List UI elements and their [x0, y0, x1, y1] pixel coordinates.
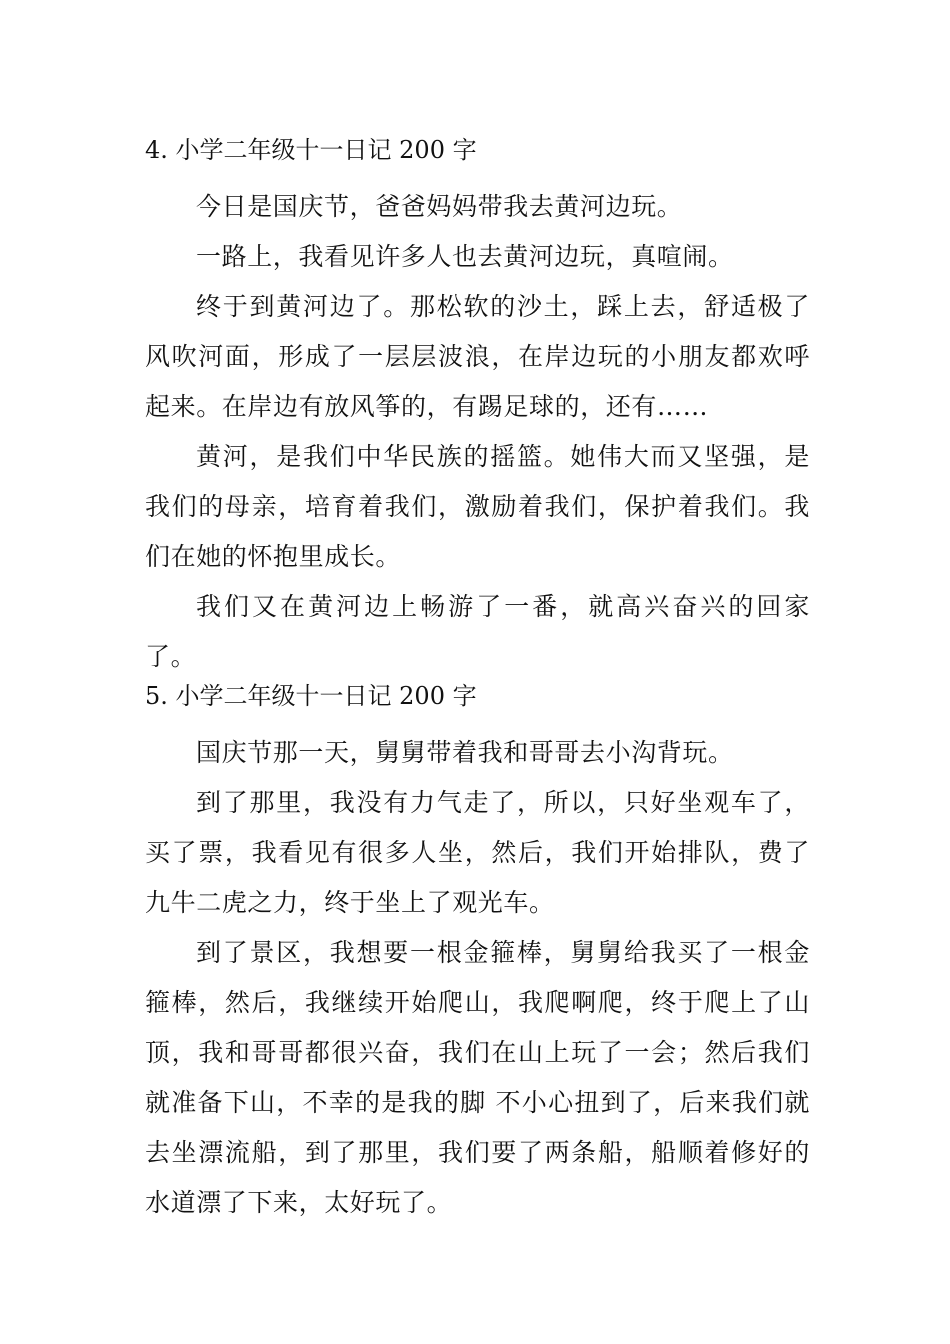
paragraph: 到了景区，我想要一根金箍棒，舅舅给我买了一根金箍棒，然后，我继续开始爬山，我爬啊爬，终于爬上了山顶，我和哥哥都很兴奋，我们在山上玩了一会；然后我们就准备下山，不幸的是我的脚 不小心扭到了，后来我们就去坐漂流船，到了那里，我们要了两条船，船顺着修好的水道漂了下来，太好玩了。	[145, 938, 810, 1217]
paragraph: 我们又在黄河边上畅游了一番，就高兴奋兴的回家了。	[145, 592, 810, 671]
paragraph: 一路上，我看见许多人也去黄河边玩，真喧闹。	[196, 242, 734, 271]
paragraph: 黄河，是我们中华民族的摇篮。她伟大而又坚强，是我们的母亲，培育着我们，激励着我们，保护着我们。我们在她的怀抱里成长。	[145, 442, 810, 571]
paragraph: 国庆节那一天，舅舅带着我和哥哥去小沟背玩。	[196, 738, 734, 767]
paragraph: 终于到黄河边了。那松软的沙土，踩上去，舒适极了风吹河面，形成了一层层波浪，在岸边玩的小朋友都欢呼起来。在岸边有放风筝的，有踢足球的，还有……	[145, 292, 810, 421]
diary-entry-4	[145, 132, 810, 682]
diary-entry-5	[145, 678, 810, 1228]
entry-title: 4. 小学二年级十一日记 200 字	[145, 136, 477, 164]
paragraph: 今日是国庆节，爸爸妈妈带我去黄河边玩。	[196, 192, 683, 221]
paragraph: 到了那里，我没有力气走了，所以，只好坐观车了，买了票，我看见有很多人坐，然后，我们开始排队，费了九牛二虎之力，终于坐上了观光车。	[145, 788, 810, 917]
entry-title: 5. 小学二年级十一日记 200 字	[145, 682, 477, 710]
